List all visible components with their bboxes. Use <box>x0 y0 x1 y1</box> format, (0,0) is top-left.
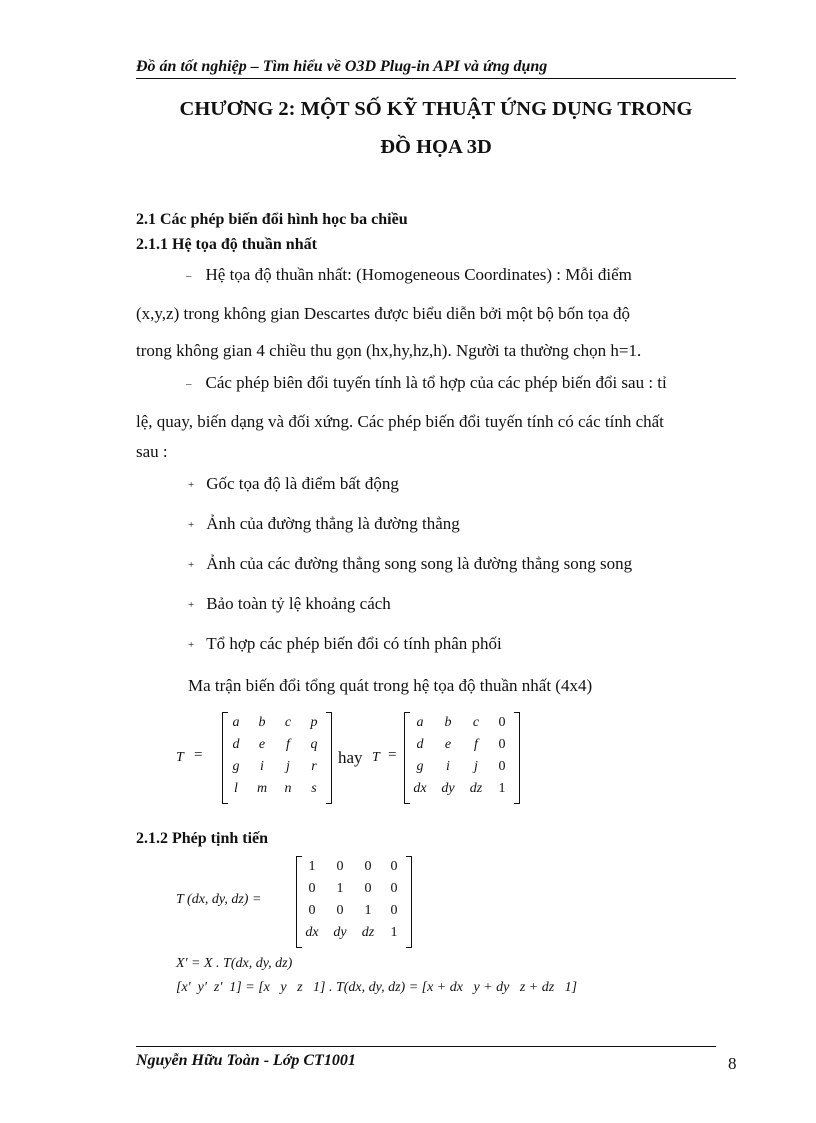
matrix-affine <box>404 712 520 804</box>
bullet-item: + Ảnh của các đường thẳng song song là đường thẳng song song <box>188 554 633 573</box>
matrix-cell: 0 <box>498 737 506 752</box>
matrix-lhs-general: T <box>176 750 184 765</box>
matrix-cell: b <box>258 715 266 730</box>
dash-marker: – <box>186 377 192 390</box>
matrix-cell: l <box>234 781 238 796</box>
paragraph-linear-transform <box>136 364 740 464</box>
dash-marker: – <box>186 269 192 282</box>
matrix-cell: dz <box>361 925 375 940</box>
matrix-cell: 0 <box>308 903 316 918</box>
para2-line1: Các phép biên đổi tuyến tính là tổ hợp của các phép biến đổi sau : tỉ <box>205 373 667 392</box>
bullet-item: + Gốc tọa độ là điểm bất động <box>188 474 399 493</box>
matrix-cell: i <box>260 759 264 774</box>
matrix-cell: dy <box>333 925 347 940</box>
section-heading-2-1: 2.1 Các phép biến đổi hình học ba chiều <box>136 211 408 228</box>
matrix-cell: m <box>256 781 268 796</box>
footer-author: Nguyễn Hữu Toàn - Lớp CT1001 <box>136 1052 356 1069</box>
bullet-item: + Bảo toàn tỷ lệ khoảng cách <box>188 594 391 613</box>
equals-sign: = <box>388 747 397 763</box>
matrix-cell: 1 <box>498 781 506 796</box>
matrix-cell: 0 <box>498 759 506 774</box>
matrix-cell: d <box>416 737 424 752</box>
chapter-title-line1: CHƯƠNG 2: MỘT SỐ KỸ THUẬT ỨNG DỤNG TRONG <box>179 98 693 120</box>
matrix-cell: 1 <box>308 859 316 874</box>
right-bracket <box>406 856 412 948</box>
bullet-item: + Tổ hợp các phép biến đổi có tính phân phối <box>188 634 502 653</box>
matrix-cell: 0 <box>390 903 398 918</box>
matrix-cell: j <box>286 759 290 774</box>
matrix-cell: 0 <box>308 881 316 896</box>
matrix-cell: r <box>311 759 317 774</box>
matrix-cell: f <box>286 737 290 752</box>
matrix-cell: dz <box>469 781 483 796</box>
matrix-cell: dy <box>441 781 455 796</box>
matrix-lhs-affine: T <box>372 750 380 765</box>
matrix-connector: hay <box>338 748 363 767</box>
matrix-cell: a <box>416 715 424 730</box>
right-bracket <box>326 712 332 804</box>
section-heading-2-1-2: 2.1.2 Phép tịnh tiến <box>136 830 269 847</box>
matrix-cell: d <box>232 737 240 752</box>
matrix-cell: g <box>416 759 424 774</box>
matrix-cell: e <box>258 737 266 752</box>
matrix-cell: j <box>474 759 478 774</box>
matrix-general <box>222 712 332 804</box>
paragraph-homogeneous <box>136 256 740 369</box>
matrix-cell: a <box>232 715 240 730</box>
matrix-cell: 0 <box>390 881 398 896</box>
footer-rule <box>136 1046 716 1047</box>
matrix-cell: i <box>446 759 450 774</box>
matrix-cell: dx <box>305 925 319 940</box>
para1-line3: trong không gian 4 chiều thu gọn (hx,hy,hz,h). Người ta thường chọn h=1. <box>136 340 642 360</box>
matrix-cell: n <box>284 781 292 796</box>
para2-line2: lệ, quay, biến dạng và đối xứng. Các phép biến đổi tuyến tính có các tính chất <box>136 411 664 431</box>
matrix-cell: 0 <box>498 715 506 730</box>
matrix-cell: 0 <box>390 859 398 874</box>
matrix-cell: 1 <box>336 881 344 896</box>
running-header: Đồ án tốt nghiệp – Tìm hiểu về O3D Plug-in API và ứng dụng <box>136 58 548 75</box>
matrix-cell: f <box>474 737 478 752</box>
matrix-cell: c <box>284 715 292 730</box>
header-rule <box>136 78 736 79</box>
matrix-cell: g <box>232 759 240 774</box>
translation-equation-2: [x' y' z' 1] = [x y z 1] . T(dx, dy, dz) = [x + dx y + dy z + dz 1] <box>176 980 578 995</box>
matrix-caption: Ma trận biến đổi tổng quát trong hệ tọa độ thuần nhất (4x4) <box>188 676 593 695</box>
para1-line1: Hệ tọa độ thuần nhất: (Homogeneous Coordinates) : Mỗi điểm <box>205 265 632 284</box>
matrix-cell: 1 <box>364 903 372 918</box>
equals-sign: = <box>194 747 203 763</box>
translation-equation-1: X' = X . T(dx, dy, dz) <box>176 956 293 971</box>
matrix-cell: e <box>444 737 452 752</box>
page-number: 8 <box>728 1054 737 1073</box>
bullet-item: + Ảnh của đường thẳng là đường thẳng <box>188 514 460 533</box>
matrix-cell: c <box>472 715 480 730</box>
matrix-cell: dx <box>413 781 427 796</box>
matrix-cell: p <box>310 715 318 730</box>
translation-lhs: T (dx, dy, dz) = <box>176 892 262 907</box>
chapter-title-line2: ĐỒ HỌA 3D <box>380 136 492 158</box>
para2-line3: sau : <box>136 441 168 461</box>
matrix-cell: 1 <box>390 925 398 940</box>
section-heading-2-1-1: 2.1.1 Hệ tọa độ thuần nhất <box>136 236 317 253</box>
matrix-cell: 0 <box>336 859 344 874</box>
matrix-cell: q <box>310 737 318 752</box>
translation-matrix <box>296 856 412 948</box>
matrix-cell: 0 <box>336 903 344 918</box>
matrix-cell: s <box>311 781 317 796</box>
matrix-cell: b <box>444 715 452 730</box>
right-bracket <box>514 712 520 804</box>
para1-line2: (x,y,z) trong không gian Descartes được biểu diễn bởi một bộ bốn tọa độ <box>136 303 630 323</box>
matrix-cell: 0 <box>364 859 372 874</box>
matrix-cell: 0 <box>364 881 372 896</box>
